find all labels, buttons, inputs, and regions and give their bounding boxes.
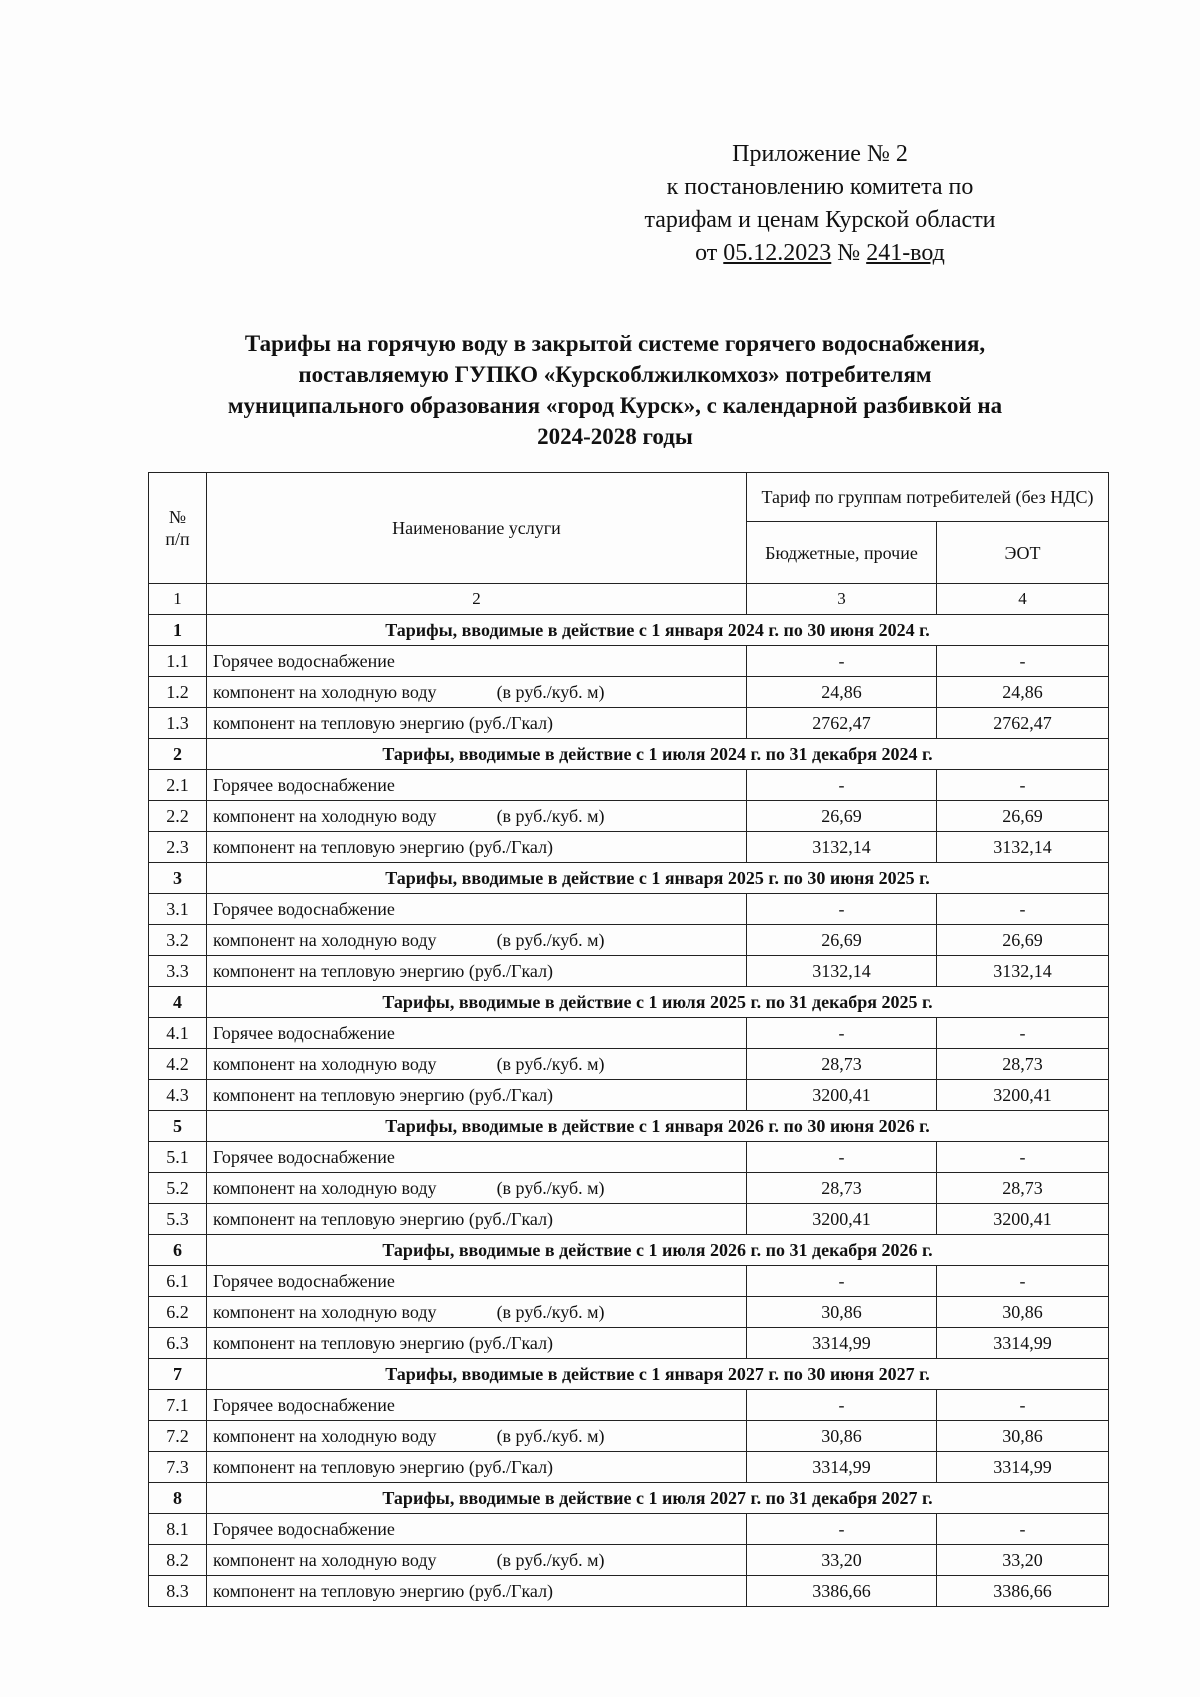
row-value-budget: 3314,99 — [747, 1452, 937, 1483]
row-number: 4.1 — [149, 1018, 207, 1049]
appendix-number-sign: № — [837, 240, 861, 266]
row-number: 8.1 — [149, 1514, 207, 1545]
row-hot-water-label: Горячее водоснабжение — [207, 770, 747, 801]
row-value-eot: 3314,99 — [937, 1328, 1109, 1359]
table-row — [149, 1266, 1109, 1297]
section-number: 6 — [149, 1235, 207, 1266]
row-heat-label: компонент на тепловую энергию (руб./Гкал) — [207, 956, 747, 987]
table-row — [149, 1421, 1109, 1452]
row-number: 1.3 — [149, 708, 207, 739]
section-row — [149, 1483, 1109, 1514]
row-value-eot: - — [937, 1514, 1109, 1545]
row-value-budget: - — [747, 1018, 937, 1049]
row-value-eot: 30,86 — [937, 1297, 1109, 1328]
section-row — [149, 1359, 1109, 1390]
row-value-budget: 30,86 — [747, 1421, 937, 1452]
appendix-line-3: тарифам и ценам Курской области — [644, 207, 996, 233]
section-number: 4 — [149, 987, 207, 1018]
header-tariff-groups: Тариф по группам потребителей (без НДС) — [747, 473, 1109, 522]
appendix-header — [600, 138, 1040, 270]
header-service-name: Наименование услуги — [207, 473, 747, 584]
cold-component-text: компонент на холодную воду — [213, 929, 437, 950]
table-row — [149, 894, 1109, 925]
row-number: 2.1 — [149, 770, 207, 801]
cold-component-unit: (в руб./куб. м) — [496, 681, 605, 702]
row-number: 1.1 — [149, 646, 207, 677]
header-eot: ЭОТ — [937, 522, 1109, 584]
row-number: 7.3 — [149, 1452, 207, 1483]
cold-component-unit: (в руб./куб. м) — [496, 1177, 605, 1198]
row-number: 7.2 — [149, 1421, 207, 1452]
cold-component-text: компонент на холодную воду — [213, 1177, 437, 1198]
row-number: 4.3 — [149, 1080, 207, 1111]
row-number: 2.2 — [149, 801, 207, 832]
row-cold-water-label — [207, 1421, 747, 1452]
section-number: 8 — [149, 1483, 207, 1514]
section-period: Тарифы, вводимые в действие с 1 июля 2027 г. по 31 декабря 2027 г. — [207, 1483, 1109, 1514]
section-number: 2 — [149, 739, 207, 770]
section-number: 7 — [149, 1359, 207, 1390]
row-heat-label: компонент на тепловую энергию (руб./Гкал) — [207, 1328, 747, 1359]
row-hot-water-label: Горячее водоснабжение — [207, 646, 747, 677]
tariff-table — [148, 472, 1109, 1607]
row-value-eot: 26,69 — [937, 925, 1109, 956]
row-number: 6.3 — [149, 1328, 207, 1359]
section-number: 3 — [149, 863, 207, 894]
cold-component-text: компонент на холодную воду — [213, 681, 437, 702]
row-value-budget: - — [747, 1142, 937, 1173]
row-value-budget: - — [747, 770, 937, 801]
row-hot-water-label: Горячее водоснабжение — [207, 1266, 747, 1297]
row-heat-label: компонент на тепловую энергию (руб./Гкал) — [207, 832, 747, 863]
column-index-4: 4 — [937, 584, 1109, 615]
appendix-number: 241-вод — [866, 240, 945, 266]
cold-component-unit: (в руб./куб. м) — [496, 929, 605, 950]
row-number: 6.1 — [149, 1266, 207, 1297]
row-value-budget: 3200,41 — [747, 1204, 937, 1235]
row-value-eot: - — [937, 1390, 1109, 1421]
section-period: Тарифы, вводимые в действие с 1 января 2024 г. по 30 июня 2024 г. — [207, 615, 1109, 646]
row-value-budget: 28,73 — [747, 1049, 937, 1080]
section-row — [149, 863, 1109, 894]
section-period: Тарифы, вводимые в действие с 1 января 2025 г. по 30 июня 2025 г. — [207, 863, 1109, 894]
title-line-3: муниципального образования «город Курск», с календарной разбивкой на — [227, 393, 1003, 418]
section-number: 5 — [149, 1111, 207, 1142]
row-value-eot: - — [937, 1018, 1109, 1049]
row-value-budget: 28,73 — [747, 1173, 937, 1204]
table-row — [149, 770, 1109, 801]
row-value-eot: - — [937, 1142, 1109, 1173]
section-period: Тарифы, вводимые в действие с 1 июля 2024 г. по 31 декабря 2024 г. — [207, 739, 1109, 770]
row-number: 8.3 — [149, 1576, 207, 1607]
cold-component-unit: (в руб./куб. м) — [496, 1053, 605, 1074]
table-row — [149, 1390, 1109, 1421]
appendix-from: от — [695, 240, 718, 266]
table-row — [149, 1204, 1109, 1235]
title-line-2: поставляемую ГУПКО «Курскоблжилкомхоз» потребителям — [298, 362, 932, 387]
table-row — [149, 925, 1109, 956]
table-row — [149, 1297, 1109, 1328]
cold-component-unit: (в руб./куб. м) — [496, 805, 605, 826]
row-value-eot: 3132,14 — [937, 956, 1109, 987]
row-number: 7.1 — [149, 1390, 207, 1421]
section-period: Тарифы, вводимые в действие с 1 января 2027 г. по 30 июня 2027 г. — [207, 1359, 1109, 1390]
row-hot-water-label: Горячее водоснабжение — [207, 1142, 747, 1173]
row-value-eot: - — [937, 1266, 1109, 1297]
table-row — [149, 1514, 1109, 1545]
section-row — [149, 1235, 1109, 1266]
row-heat-label: компонент на тепловую энергию (руб./Гкал) — [207, 1576, 747, 1607]
table-row — [149, 1576, 1109, 1607]
row-cold-water-label — [207, 801, 747, 832]
row-value-budget: - — [747, 1390, 937, 1421]
row-value-eot: 24,86 — [937, 677, 1109, 708]
title-line-4: 2024-2028 годы — [537, 424, 693, 449]
row-number: 1.2 — [149, 677, 207, 708]
row-number: 5.2 — [149, 1173, 207, 1204]
row-value-budget: - — [747, 1514, 937, 1545]
section-period: Тарифы, вводимые в действие с 1 июля 2025 г. по 31 декабря 2025 г. — [207, 987, 1109, 1018]
table-row — [149, 956, 1109, 987]
section-period: Тарифы, вводимые в действие с 1 января 2026 г. по 30 июня 2026 г. — [207, 1111, 1109, 1142]
row-value-eot: 28,73 — [937, 1049, 1109, 1080]
table-row — [149, 832, 1109, 863]
row-number: 2.3 — [149, 832, 207, 863]
row-hot-water-label: Горячее водоснабжение — [207, 894, 747, 925]
row-value-eot: 3200,41 — [937, 1080, 1109, 1111]
section-number: 1 — [149, 615, 207, 646]
row-cold-water-label — [207, 1545, 747, 1576]
row-value-budget: 3200,41 — [747, 1080, 937, 1111]
table-row — [149, 677, 1109, 708]
table-row — [149, 1452, 1109, 1483]
table-row — [149, 708, 1109, 739]
appendix-line-1: Приложение № 2 — [732, 141, 908, 167]
appendix-date: 05.12.2023 — [723, 240, 832, 266]
cold-component-text: компонент на холодную воду — [213, 1301, 437, 1322]
row-heat-label: компонент на тепловую энергию (руб./Гкал) — [207, 1204, 747, 1235]
row-heat-label: компонент на тепловую энергию (руб./Гкал) — [207, 1080, 747, 1111]
cold-component-text: компонент на холодную воду — [213, 805, 437, 826]
cold-component-unit: (в руб./куб. м) — [496, 1549, 605, 1570]
section-row — [149, 987, 1109, 1018]
row-cold-water-label — [207, 1173, 747, 1204]
table-row — [149, 1328, 1109, 1359]
row-value-budget: 3314,99 — [747, 1328, 937, 1359]
section-period: Тарифы, вводимые в действие с 1 июля 2026 г. по 31 декабря 2026 г. — [207, 1235, 1109, 1266]
row-number: 4.2 — [149, 1049, 207, 1080]
header-budget-other: Бюджетные, прочие — [747, 522, 937, 584]
row-cold-water-label — [207, 1049, 747, 1080]
appendix-line-2: к постановлению комитета по — [666, 174, 974, 200]
cold-component-unit: (в руб./куб. м) — [496, 1301, 605, 1322]
row-value-eot: 2762,47 — [937, 708, 1109, 739]
row-hot-water-label: Горячее водоснабжение — [207, 1018, 747, 1049]
row-value-eot: 3200,41 — [937, 1204, 1109, 1235]
row-hot-water-label: Горячее водоснабжение — [207, 1514, 747, 1545]
cold-component-text: компонент на холодную воду — [213, 1549, 437, 1570]
table-header-row — [149, 473, 1109, 522]
row-number: 3.3 — [149, 956, 207, 987]
row-value-budget: 26,69 — [747, 801, 937, 832]
table-row — [149, 1545, 1109, 1576]
row-value-budget: 3386,66 — [747, 1576, 937, 1607]
row-value-eot: - — [937, 894, 1109, 925]
row-heat-label: компонент на тепловую энергию (руб./Гкал) — [207, 708, 747, 739]
row-value-budget: - — [747, 894, 937, 925]
row-value-budget: 3132,14 — [747, 956, 937, 987]
row-value-budget: 30,86 — [747, 1297, 937, 1328]
appendix-line-4 — [600, 237, 1040, 270]
row-value-eot: 30,86 — [937, 1421, 1109, 1452]
column-index-2: 2 — [207, 584, 747, 615]
row-cold-water-label — [207, 677, 747, 708]
cold-component-text: компонент на холодную воду — [213, 1425, 437, 1446]
row-number: 6.2 — [149, 1297, 207, 1328]
row-number: 3.2 — [149, 925, 207, 956]
title-line-1: Тарифы на горячую воду в закрытой системе горячего водоснабжения, — [244, 331, 986, 356]
column-index-1: 1 — [149, 584, 207, 615]
row-number: 8.2 — [149, 1545, 207, 1576]
table-row — [149, 1080, 1109, 1111]
cold-component-text: компонент на холодную воду — [213, 1053, 437, 1074]
row-value-eot: 3386,66 — [937, 1576, 1109, 1607]
table-row — [149, 801, 1109, 832]
section-row — [149, 615, 1109, 646]
table-row — [149, 1018, 1109, 1049]
row-value-budget: - — [747, 1266, 937, 1297]
row-value-eot: 3314,99 — [937, 1452, 1109, 1483]
row-value-budget: - — [747, 646, 937, 677]
table-row — [149, 1173, 1109, 1204]
document-title — [140, 328, 1090, 452]
table-row — [149, 646, 1109, 677]
table-row — [149, 1049, 1109, 1080]
row-value-budget: 2762,47 — [747, 708, 937, 739]
section-row — [149, 1111, 1109, 1142]
row-number: 5.3 — [149, 1204, 207, 1235]
row-value-eot: 33,20 — [937, 1545, 1109, 1576]
row-number: 3.1 — [149, 894, 207, 925]
row-cold-water-label — [207, 1297, 747, 1328]
section-row — [149, 739, 1109, 770]
row-value-eot: 28,73 — [937, 1173, 1109, 1204]
row-value-eot: 3132,14 — [937, 832, 1109, 863]
table-row — [149, 1142, 1109, 1173]
row-value-budget: 3132,14 — [747, 832, 937, 863]
row-value-eot: 26,69 — [937, 801, 1109, 832]
row-cold-water-label — [207, 925, 747, 956]
column-index-row — [149, 584, 1109, 615]
column-index-3: 3 — [747, 584, 937, 615]
cold-component-unit: (в руб./куб. м) — [496, 1425, 605, 1446]
row-value-budget: 24,86 — [747, 677, 937, 708]
row-value-budget: 26,69 — [747, 925, 937, 956]
row-hot-water-label: Горячее водоснабжение — [207, 1390, 747, 1421]
row-value-eot: - — [937, 646, 1109, 677]
header-num: № п/п — [149, 473, 207, 584]
row-number: 5.1 — [149, 1142, 207, 1173]
row-value-budget: 33,20 — [747, 1545, 937, 1576]
row-heat-label: компонент на тепловую энергию (руб./Гкал) — [207, 1452, 747, 1483]
row-value-eot: - — [937, 770, 1109, 801]
